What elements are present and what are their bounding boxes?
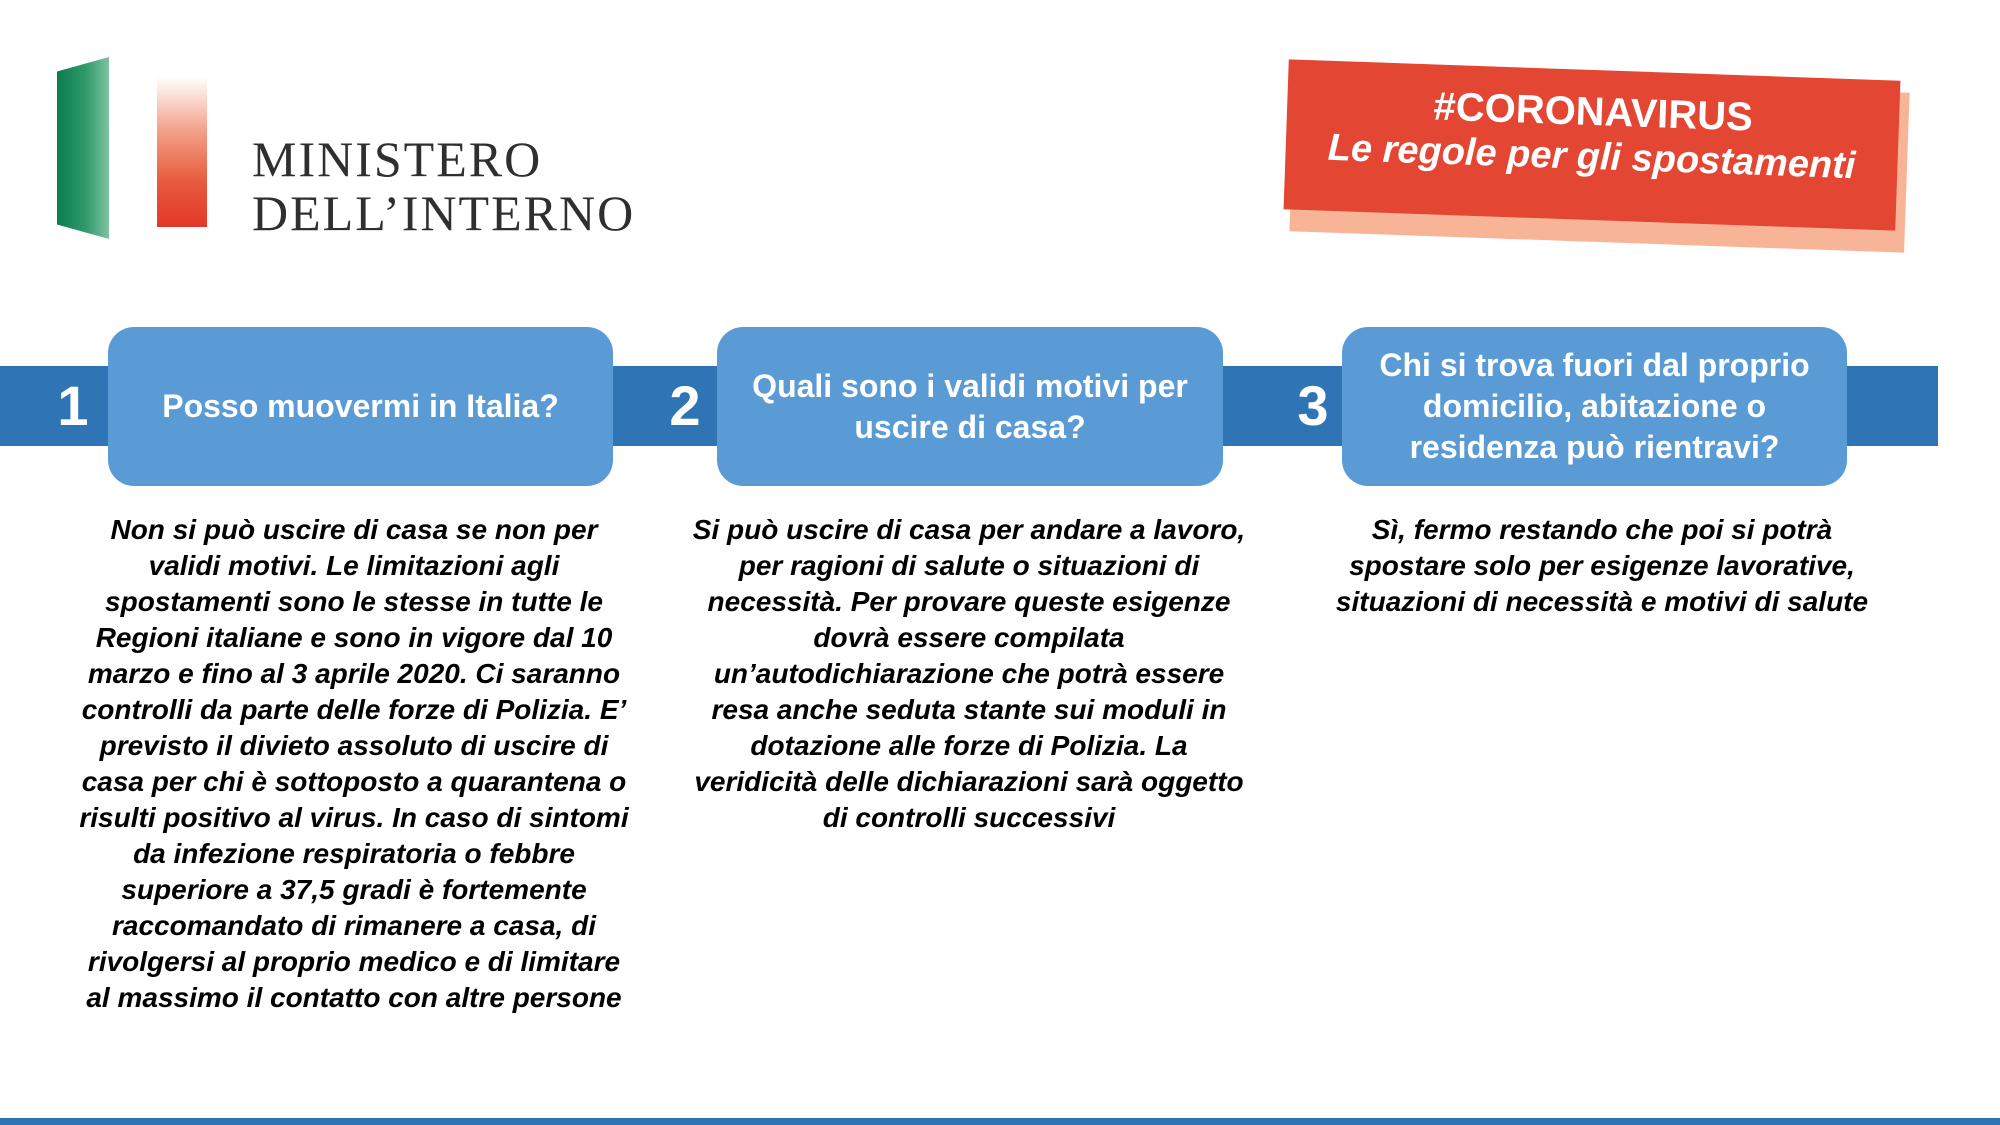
- question-text-3: Chi si trova fuori dal proprio domicilio, abitazione o residenza può rientravi?: [1379, 347, 1810, 465]
- banner-subtitle: Le regole per gli spostamenti: [1327, 126, 1857, 188]
- coronavirus-banner: [1284, 59, 1901, 230]
- question-box-2: [717, 327, 1223, 486]
- ministry-name-line1: MINISTERO: [252, 131, 543, 187]
- banner-title: #CORONAVIRUS: [1432, 84, 1754, 140]
- logo-red-flag-shape: [157, 77, 207, 227]
- ministry-logo: [57, 57, 667, 247]
- answer-text-3: Sì, fermo restando che poi si potrà spostare solo per esigenze lavorative, situazioni di necessità e motivi di salute: [1335, 514, 1869, 617]
- step-number-2: 2: [669, 374, 701, 437]
- step-number-1: 1: [57, 374, 89, 437]
- step-number-3: 3: [1297, 374, 1329, 437]
- question-text-1: Posso muovermi in Italia?: [162, 388, 559, 424]
- question-text-2: Quali sono i validi motivi per uscire di casa?: [752, 367, 1188, 445]
- ministry-name: [252, 132, 635, 240]
- logo-green-flag-shape: [57, 57, 109, 239]
- answer-text-2: Si può uscire di casa per andare a lavoro, per ragioni di salute o situazioni di necessità. Per provare queste esigenze dovrà essere compilata un’autodichiarazione che potrà essere resa anche seduta stante sui moduli in dotazione alle forze di Polizia. La veridicità delle dichiarazioni sarà oggetto di controlli successivi: [692, 514, 1246, 833]
- answer-text-1: Non si può uscire di casa se non per validi motivi. Le limitazioni agli spostamenti sono le stesse in tutte le Regioni italiane e sono in vigore dal 10 marzo e fino al 3 aprile 2020. Ci saranno controlli da parte delle forze di Polizia. E’ previsto il divieto assoluto di uscire di casa per chi è sottoposto a quarantena o risulti positivo al virus. In caso di sintomi da infezione respiratoria o febbre superiore a 37,5 gradi è fortemente raccomandato di rimanere a casa, di rivolgersi al proprio medico e di limitare al massimo il contatto con altre persone: [79, 514, 629, 1013]
- bottom-blue-stripe: [0, 1118, 2000, 1125]
- question-box-1: [108, 327, 613, 486]
- question-box-3: [1342, 327, 1847, 486]
- ministry-name-line2: DELL’INTERNO: [252, 185, 636, 241]
